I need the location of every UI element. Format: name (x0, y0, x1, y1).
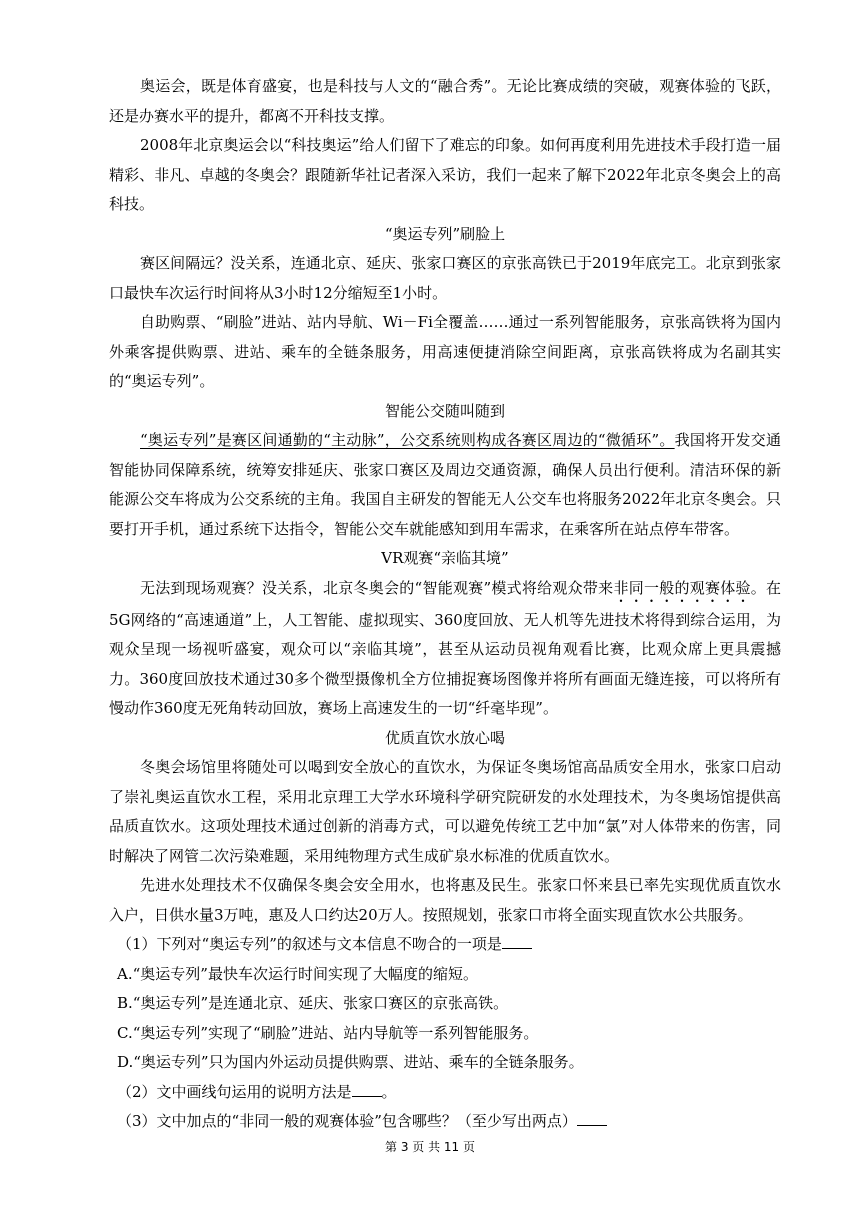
question-1 (109, 930, 781, 960)
option-c: C.“奥运专列”实现了“刷脸”进站、站内导航等一系列智能服务。 (117, 1023, 539, 1042)
bus-paragraph-rest: 我国将开发交通智能协同保障系统，统筹安排延庆、张家口赛区及周边交通资源，确保人员出行便利。清洁环保的新能源公交车将成为公交系统的主角。我国自主研发的智能无人公交车也将服务2022年北京冬奥会。只要打开手机，通过系统下达指令，智能公交车就能感知到用车需求，在乘客所在站点停车带客。 (109, 431, 781, 538)
train-paragraph-1: 赛区间隔远？没关系，连通北京、延庆、张家口赛区的京张高铁已于2019年底完工。北京到张家口最快车次运行时间将从3小时12分缩短至1小时。 (109, 254, 781, 302)
water-paragraph-1: 冬奥会场馆里将随处可以喝到安全放心的直饮水，为保证冬奥场馆高品质安全用水，张家口启动了崇礼奥运直饮水工程，采用北京理工大学水环境科学研究院研发的水处理技术，为冬奥场馆提供高品质直饮水。这项处理技术通过创新的消毒方式，可以避免传统工艺中加“氯”对人体带来的伤害，同时解决了网管二次污染难题，采用纯物理方式生成矿泉水标准的优质直饮水。 (109, 758, 781, 865)
question-2 (109, 1078, 781, 1108)
document-page (109, 72, 781, 1137)
section-heading-train: “奥运专列”刷脸上 (384, 224, 506, 243)
option-a: A.“奥运专列”最快车次运行时间实现了大幅度的缩短。 (117, 964, 478, 983)
bus-paragraph (109, 426, 781, 544)
answer-blank-2[interactable] (352, 1082, 382, 1097)
section-heading-bus: 智能公交随叫随到 (384, 401, 505, 420)
vr-paragraph (109, 574, 781, 724)
option-b: B.“奥运专列”是连通北京、延庆、张家口赛区的京张高铁。 (117, 994, 509, 1012)
intro-paragraph: 奥运会，既是体育盛宴，也是科技与人文的“融合秀”。无论比赛成绩的突破，观赛体验的飞跃，还是办赛水平的提升，都离不开科技支撑。 (109, 77, 781, 125)
dotted-phrase: 非同一般的观赛体验 (613, 578, 751, 597)
question-1-text: （1）下列对“奥运专列”的叙述与文本信息不吻合的一项是 (117, 935, 502, 953)
question-3 (109, 1107, 781, 1137)
section-heading-vr: VR观赛“亲临其境” (381, 549, 509, 567)
answer-blank-3[interactable] (577, 1111, 607, 1126)
section-heading-water: 优质直饮水放心喝 (384, 728, 505, 747)
vr-paragraph-rest: 。在5G网络的“高速通道”上，人工智能、虚拟现实、360度回放、无人机等先进技术将得到综合运用，为观众呈现一场视听盛宴，观众可以“亲临其境”，甚至从运动员视角观看比赛，比观众席上更具震撼力。360度回放技术通过30多个微型摄像机全方位捕捉赛场图像并将所有画面无缝连接，可以将所有慢动作360度无死角转动回放，赛场上高速发生的一切“纤毫毕现”。 (109, 578, 781, 717)
page-footer: 第 3 页 共 11 页 (385, 1140, 475, 1154)
background-paragraph: 2008年北京奥运会以“科技奥运”给人们留下了难忘的印象。如何再度利用先进技术手段打造一届精彩、非凡、卓越的冬奥会？跟随新华社记者深入采访，我们一起来了解下2022年北京冬奥会上的高科技。 (109, 136, 781, 213)
question-3-text: （3）文中加点的“非同一般的观赛体验”包含哪些？（至少写出两点） (117, 1112, 577, 1130)
water-paragraph-2: 先进水处理技术不仅确保冬奥会安全用水，也将惠及民生。张家口怀来县已率先实现优质直饮水入户，日供水量3万吨，惠及人口约达20万人。按照规划，张家口市将全面实现直饮水公共服务。 (109, 876, 781, 924)
question-2-text: （2）文中画线句运用的说明方法是 (117, 1082, 352, 1101)
option-d: D.“奥运专列”只为国内外运动员提供购票、进站、乘车的全链条服务。 (117, 1053, 584, 1071)
vr-paragraph-start: 无法到现场观赛？没关系，北京冬奥会的“智能观赛”模式将给观众带来 (140, 578, 614, 597)
answer-blank-1[interactable] (502, 934, 532, 949)
question-2-end: 。 (381, 1082, 397, 1101)
train-paragraph-2: 自助购票、“刷脸”进站、站内导航、Wi－Fi全覆盖……通过一系列智能服务，京张高铁将为国内外乘客提供购票、进站、乘车的全链条服务，用高速便捷消除空间距离，京张高铁将成为名副其实的“奥运专列”。 (109, 313, 781, 390)
underlined-sentence: “奥运专列”是赛区间通勤的“主动脉”，公交系统则构成各赛区周边的“微循环”。 (140, 431, 675, 449)
